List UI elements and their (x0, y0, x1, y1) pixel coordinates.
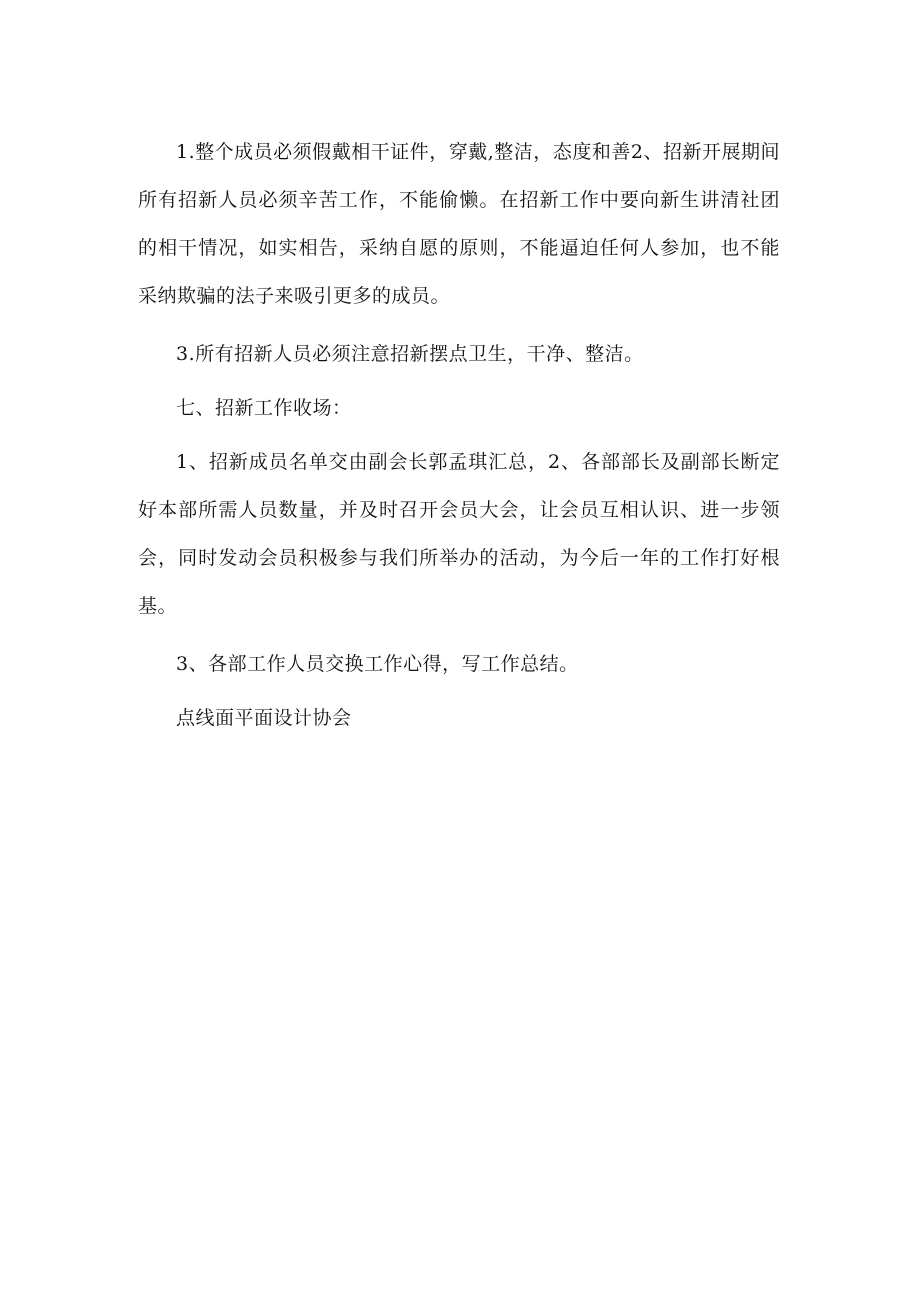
paragraph-rules: 1.整个成员必须假戴相干证件，穿戴,整洁，态度和善2、招新开展期间所有招新人员必须辛苦工作，不能偷懒。在招新工作中要向新生讲清社团的相干情况，如实相告，采纳自愿的原则，不能逼迫任何人参加，也不能采纳欺骗的法子来吸引更多的成员。 (138, 141, 780, 307)
paragraph-hygiene: 3.所有招新人员必须注意招新摆点卫生，干净、整洁。 (176, 343, 644, 365)
section-heading-wrapup: 七、招新工作收场： (176, 397, 352, 419)
paragraph-summary: 3、各部工作人员交换工作心得，写工作总结。 (176, 653, 579, 675)
paragraph-member-list: 1、招新成员名单交由副会长郭孟琪汇总，2、各部部长及副部长断定好本部所需人员数量，并及时召开会员大会，让会员互相认识、进一步领会，同时发动会员积极参与我们所举办的活动，为今后一年的工作打好根基。 (138, 451, 780, 617)
signature-organization: 点线面平面设计协会 (176, 707, 352, 729)
document-body (138, 128, 780, 752)
